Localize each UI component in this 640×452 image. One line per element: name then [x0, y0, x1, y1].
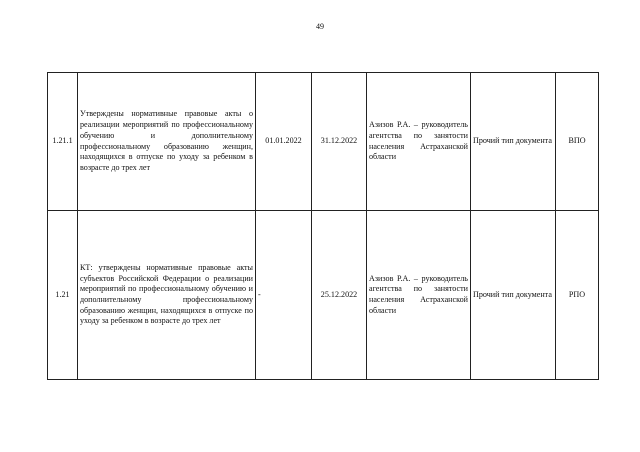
- row-level: РПО: [556, 211, 599, 380]
- row-end-date: 31.12.2022: [312, 73, 367, 211]
- row-end-date: 25.12.2022: [312, 211, 367, 380]
- row-start-date: 01.01.2022: [256, 73, 312, 211]
- row-document-type: Прочий тип документа: [471, 211, 556, 380]
- table-row: [48, 211, 599, 380]
- document-table: [47, 72, 599, 380]
- row-number: 1.21: [48, 211, 78, 380]
- row-number: 1.21.1: [48, 73, 78, 211]
- row-level: ВПО: [556, 73, 599, 211]
- row-start-date: -: [258, 289, 261, 299]
- row-description: Утверждены нормативные правовые акты о реализации мероприятий по профессиональному обучению и дополнительному профессиональному образованию женщин, находящихся в отпуске по уходу за ребенком в возрасте до трех лет: [78, 73, 256, 211]
- row-description: КТ: утверждены нормативные правовые акты субъектов Российской Федерации о реализации мероприятий по профессиональному обучению и дополнительному профессиональному образованию женщин, находящихся в отпуске по уходу за ребенком в возрасте до трех лет: [78, 211, 256, 380]
- row-responsible: Азизов Р.А. – руководитель агентства по занятости населения Астраханской области: [367, 211, 471, 380]
- page-number: 49: [316, 22, 324, 31]
- row-responsible: Азизов Р.А. – руководитель агентства по занятости населения Астраханской области: [367, 73, 471, 211]
- row-document-type: Прочий тип документа: [471, 73, 556, 211]
- table-row: [48, 73, 599, 211]
